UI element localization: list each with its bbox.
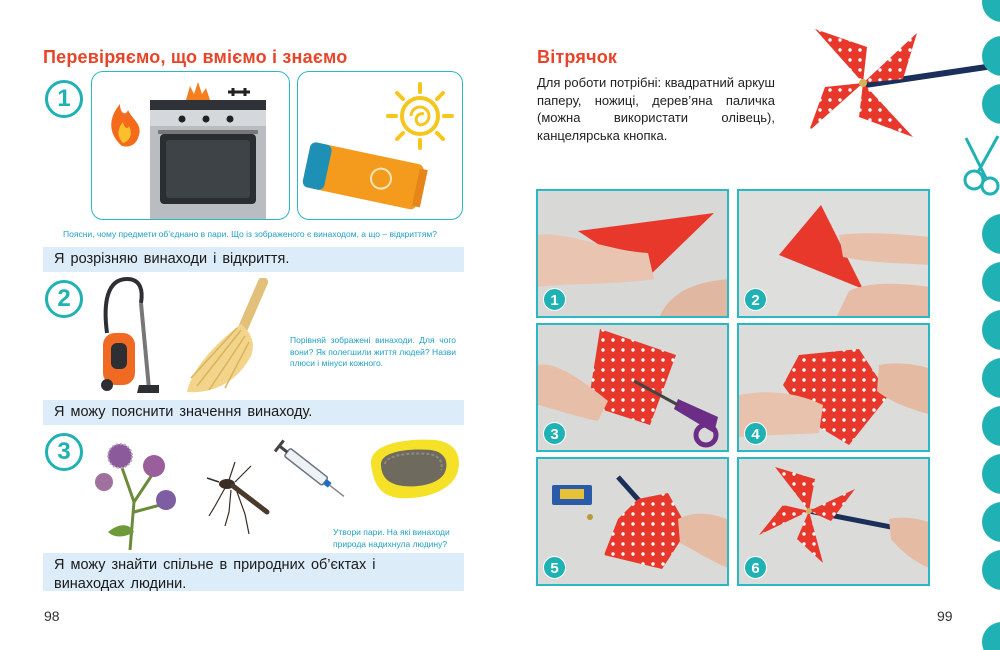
broom-image [183,278,278,398]
step-photo-1 [536,189,729,318]
materials-text: Для роботи потрібні: квадратний аркуш паперу, ножиці, дерев’яна паличка (можна використати олівець), канцелярська кнопка. [537,75,775,143]
step-photo-2 [737,189,930,318]
stove-fire-image-frame [91,71,290,220]
decorative-dot [982,214,1000,254]
step-number-4: 4 [744,422,767,445]
stove-illustration [92,72,290,220]
vacuum-cleaner-image [97,273,167,395]
task-number-3: 3 [45,433,83,471]
sun-icon [388,84,452,148]
scissors-icon [962,132,1000,196]
step-number-6: 6 [744,556,767,579]
pinwheel-photo [805,25,1000,145]
decorative-dot [982,358,1000,398]
task1-caption: Поясни, чому предмети об’єднано в пари. Що із зображеного є винаходом, а що – відкриттям? [63,229,437,239]
step-number-3: 3 [543,422,566,445]
decorative-dot [982,454,1000,494]
step-photo-3 [536,323,729,452]
task3-caption: Утвори пари. На які винаходи природа надихнула людину? [333,527,450,549]
step-photo-5 [536,457,729,586]
right-page-number: 99 [937,608,953,624]
decorative-dot [982,406,1000,446]
task-number-2: 2 [45,280,83,318]
step-number-2: 2 [744,288,767,311]
left-page-title: Перевіряємо, що вміємо і знаємо [43,47,348,67]
step-number-1: 1 [543,288,566,311]
mosquito-image [205,456,275,536]
decorative-dot [982,262,1000,302]
decorative-dot [982,550,1000,590]
decorative-dot [982,622,1000,650]
fire-icon [111,104,139,147]
task3-outcome-band: Я можу знайти спільне в природних об’єктах і винаходах людини. [43,553,464,591]
task-number-1: 1 [45,80,83,118]
decorative-dot [982,310,1000,350]
decorative-dot [982,502,1000,542]
sun-sunscreen-image-frame [297,71,463,220]
velcro-strap-image [365,434,463,508]
step-photo-4 [737,323,930,452]
task2-caption: Порівняй зображені винаходи. Для чого вони? Як полегшили життя людей? Назви плюси і мінуси кожного. [290,335,456,368]
syringe-image [274,438,354,508]
task2-outcome-band: Я можу пояснити значення винаходу. [43,400,464,425]
sunscreen-illustration [298,72,463,220]
step-number-5: 5 [543,556,566,579]
burdock-image [90,432,185,550]
right-page-title: Вітрячок [537,47,618,67]
decorative-dot [982,0,1000,22]
step-photo-6 [737,457,930,586]
left-page-number: 98 [44,608,60,624]
task1-outcome-band: Я розрізняю винаходи і відкриття. [43,247,464,272]
